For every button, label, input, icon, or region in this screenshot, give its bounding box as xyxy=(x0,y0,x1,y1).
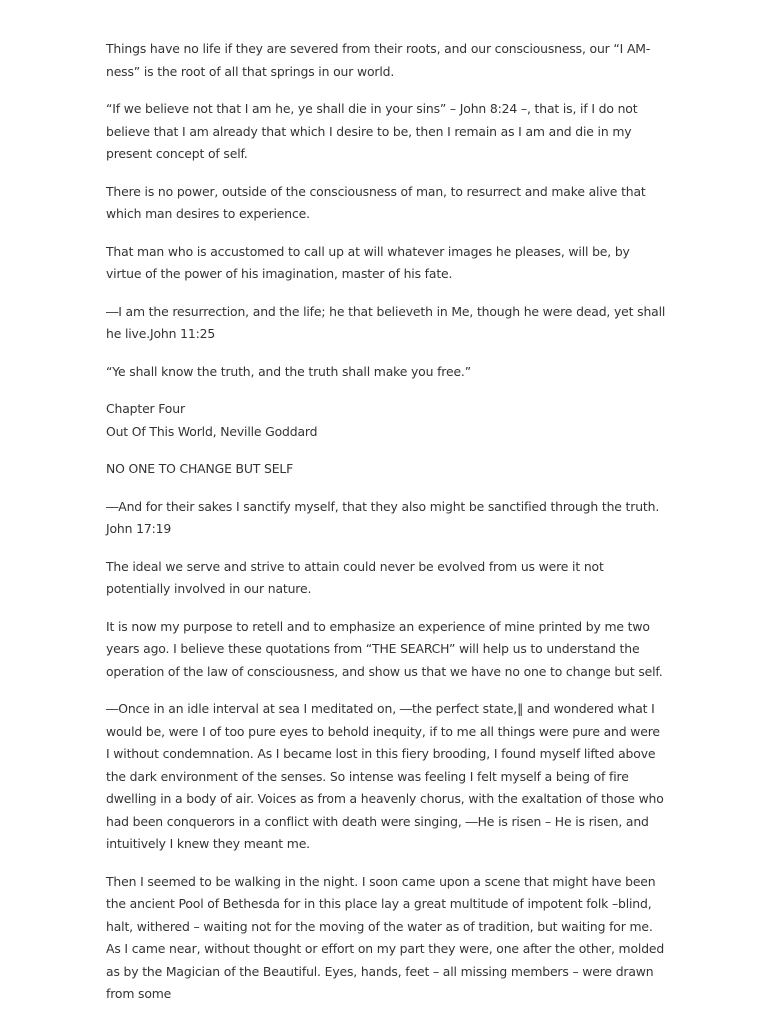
paragraph-at-sea: ―Once in an idle interval at sea I meditated on, ―the perfect state,‖ and wondered what I would be, were I of too pure eyes to behold inequity, if to me all things were pure and were I without condemnation. As I became lost in this fiery brooding, I found myself lifted above the dark environment of the senses. So intense was feeling I felt myself a being of fire dwelling in a body of air. Voices as from a heavenly chorus, with the exaltation of those who had been conquerors in a conflict with death were singing, ―He is risen – He is risen, and intuitively I knew they meant me. xyxy=(106,701,664,851)
paragraph-bethesda: Then I seemed to be walking in the night. I soon came upon a scene that might have been the ancient Pool of Bethesda for in this place lay a great multitude of impotent folk –blind, halt, withered – waiting not for the moving of the water as of tradition, but waiting for me. As I came near, without thought or effort on my part they were, one after the other, molded as by the Magician of the Beautiful. Eyes, hands, feet – all missing members – were drawn from some xyxy=(106,873,665,1001)
paragraph-john-17-19: ―And for their sakes I sanctify myself, that they also might be sanctified through the truth. John 17:19 xyxy=(106,498,660,536)
paragraph-the-search: It is now my purpose to retell and to emphasize an experience of mine printed by me two years ago. I believe these quotations from “THE SEARCH” will help us to understand the operation of the law of consciousness, and show us that we have no one to change but self. xyxy=(106,618,663,679)
paragraph-truth: “Ye shall know the truth, and the truth shall make you free.” xyxy=(106,363,471,379)
paragraph-john-8-24: “If we believe not that I am he, ye shall die in your sins” – John 8:24 –, that is, if I do not believe that I am already that which I desire to be, then I remain as I am and die in my present concept of self. xyxy=(106,101,638,161)
paragraph-ideal: The ideal we serve and strive to attain could never be evolved from us were it not potentially involved in our nature. xyxy=(106,558,604,596)
document-page xyxy=(106,38,666,1021)
section-title: NO ONE TO CHANGE BUT SELF xyxy=(106,461,294,476)
paragraph-roots: Things have no life if they are severed from their roots, and our consciousness, our “I AM-ness” is the root of all that springs in our world. xyxy=(106,41,651,79)
paragraph-john-11-25: ―I am the resurrection, and the life; he that believeth in Me, though he were dead, yet shall he live.John 11:25 xyxy=(106,303,666,341)
chapter-number: Chapter Four xyxy=(106,401,185,416)
paragraph-no-power: There is no power, outside of the consciousness of man, to resurrect and make alive that which man desires to experience. xyxy=(106,183,646,221)
book-title: Out Of This World, Neville Goddard xyxy=(106,423,318,439)
chapter-heading xyxy=(106,398,666,443)
paragraph-imagination: That man who is accustomed to call up at will whatever images he pleases, will be, by virtue of the power of his imagination, master of his fate. xyxy=(106,243,630,281)
